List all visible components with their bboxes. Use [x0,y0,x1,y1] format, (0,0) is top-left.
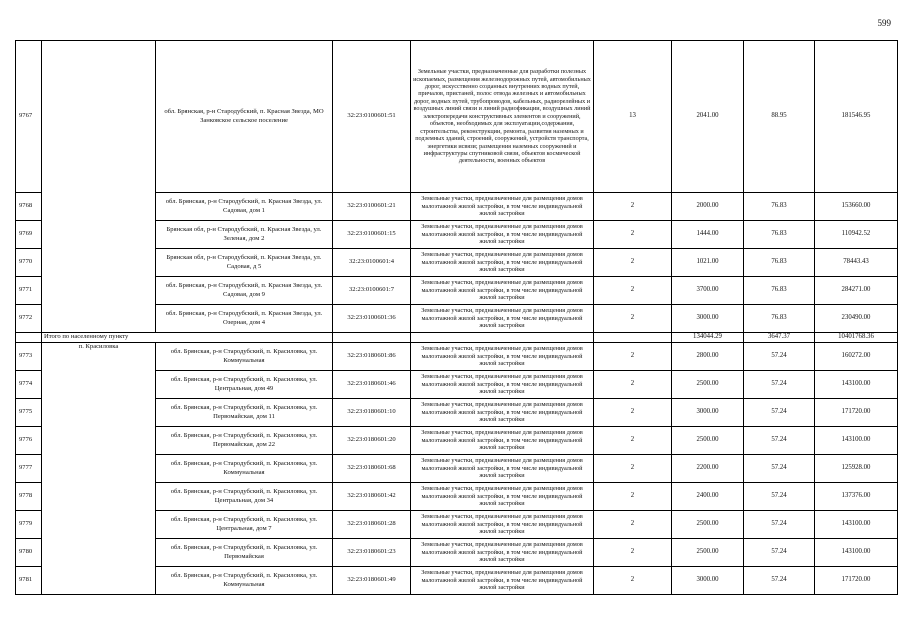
purpose-code: 2 [594,249,672,277]
cadastral-number: 32:23:0180601:20 [333,427,411,455]
address-cell: обл. Брянская, р-н Стародубский, п. Красная Звезда, МО Занковское сельское поселение [156,41,333,193]
land-purpose: Земельные участки, предназначенные для размещения домов малоэтажной жилой застройки, в том числе индивидуальной жилой застройки [411,483,594,511]
row-number: 9772 [16,305,42,333]
table-total-section [16,333,898,343]
row-number: 9780 [16,539,42,567]
cadastral-number: 32:23:0100601:15 [333,221,411,249]
area-value: 2400.00 [672,483,744,511]
land-purpose: Земельные участки, предназначенные для размещения домов малоэтажной жилой застройки, в том числе индивидуальной жилой застройки [411,371,594,399]
purpose-code: 2 [594,483,672,511]
rate-value: 57.24 [744,455,815,483]
row-number: 9770 [16,249,42,277]
area-value: 1444.00 [672,221,744,249]
cadastral-value: 125928.00 [815,455,898,483]
cadastral-number: 32:23:0180601:46 [333,371,411,399]
address-cell: обл. Брянская, р-н Стародубский, п. Красиловка, ул. Первомайская, дом 22 [156,427,333,455]
row-number: 9776 [16,427,42,455]
area-value: 2000.00 [672,193,744,221]
cadastral-value: 171720.00 [815,399,898,427]
address-cell: обл. Брянская, р-н Стародубский, п. Красиловка, ул. Первомайская [156,539,333,567]
land-purpose: Земельные участки, предназначенные для размещения домов малоэтажной жилой застройки, в том числе индивидуальной жилой застройки [411,539,594,567]
land-purpose: Земельные участки, предназначенные для размещения домов малоэтажной жилой застройки, в том числе индивидуальной жилой застройки [411,343,594,371]
land-purpose: Земельные участки, предназначенные для размещения домов малоэтажной жилой застройки, в том числе индивидуальной жилой застройки [411,455,594,483]
rate-value: 76.83 [744,221,815,249]
rate-value: 57.24 [744,399,815,427]
address-cell: обл. Брянская, р-н Стародубский, п. Красиловка, ул. Коммунальная [156,343,333,371]
rate-value: 57.24 [744,371,815,399]
cadastral-value: 171720.00 [815,567,898,595]
area-value: 3000.00 [672,399,744,427]
area-value: 2500.00 [672,539,744,567]
cadastral-number: 32:23:0100601:21 [333,193,411,221]
total-label: Итого по населенному пункту [42,333,333,343]
area-value: 3700.00 [672,277,744,305]
land-purpose: Земельные участки, предназначенные для размещения домов малоэтажной жилой застройки, в том числе индивидуальной жилой застройки [411,511,594,539]
area-value: 2800.00 [672,343,744,371]
cadastral-value: 143100.00 [815,427,898,455]
area-value: 2500.00 [672,511,744,539]
land-purpose: Земельные участки, предназначенные для разработки полезных ископаемых, размещения железнодорожных путей, автомобильных дорог, искусственно созданных внутренних водных путей, причалов, пристаней, полос отвода железных и автомобильных дорог, водных путей, трубопроводов, кабельных, радиорелейных и воздушных линий связи и линий радиофикации, воздушных линий электропередачи конструктивных элементов и сооружений, объектов, необходимых для эксплуатации,содержания, строительства, реконструкции, ремонта, развития наземных и подземных зданий, строений, сооружений, устройств транспорта, энергетики исвязи; размещения наземных сооружений и инфраструктуры спутниковой связи, объектов космической деятельности, военных объектов [411,41,594,193]
table-body-locality-2 [16,343,898,595]
address-cell: обл. Брянская, р-н Стародубский, п. Красиловка, ул. Центральная, дом 49 [156,371,333,399]
cadastral-number: 32:23:0100601:7 [333,277,411,305]
cadastral-value: 153660.00 [815,193,898,221]
land-purpose: Земельные участки, предназначенные для размещения домов малоэтажной жилой застройки, в том числе индивидуальной жилой застройки [411,221,594,249]
cadastral-number: 32:23:0100601:36 [333,305,411,333]
cadastral-number: 32:23:0180601:68 [333,455,411,483]
cadastral-number: 32:23:0100601:51 [333,41,411,193]
address-cell: обл. Брянская, р-н Стародубский, п. Красиловка, ул. Центральная, дом 7 [156,511,333,539]
cadastral-number: 32:23:0180601:28 [333,511,411,539]
rate-value: 57.24 [744,427,815,455]
cadastral-number: 32:23:0180601:10 [333,399,411,427]
rate-value: 57.24 [744,539,815,567]
table-row [16,41,898,193]
purpose-code: 2 [594,567,672,595]
purpose-code: 2 [594,221,672,249]
table-row [16,343,898,371]
row-number: 9769 [16,221,42,249]
land-purpose: Земельные участки, предназначенные для размещения домов малоэтажной жилой застройки, в том числе индивидуальной жилой застройки [411,277,594,305]
row-number: 9777 [16,455,42,483]
row-number: 9774 [16,371,42,399]
land-purpose: Земельные участки, предназначенные для размещения домов малоэтажной жилой застройки, в том числе индивидуальной жилой застройки [411,567,594,595]
address-cell: обл. Брянская, р-н Стародубский, п. Красиловка, ул. Центральная, дом 34 [156,483,333,511]
cadastral-number: 32:23:0180601:23 [333,539,411,567]
rate-value: 57.24 [744,567,815,595]
total-value: 10401768.36 [815,333,898,343]
row-number: 9781 [16,567,42,595]
land-purpose: Земельные участки, предназначенные для размещения домов малоэтажной жилой застройки, в том числе индивидуальной жилой застройки [411,305,594,333]
total-area: 134044.29 [672,333,744,343]
area-value: 2200.00 [672,455,744,483]
address-cell: обл. Брянская, р-н Стародубский, п. Красная Звезда, ул. Садовая, дом 1 [156,193,333,221]
address-cell: обл. Брянская, р-н Стародубский, п. Красиловка, ул. Коммунальная [156,567,333,595]
row-number: 9775 [16,399,42,427]
address-cell: обл. Брянская, р-н Стародубский, п. Красиловка, ул. Первомайская, дом 11 [156,399,333,427]
rate-value: 76.83 [744,193,815,221]
page-number: 599 [877,18,891,28]
cadastral-number: 32:23:0100601:4 [333,249,411,277]
area-value: 2041.00 [672,41,744,193]
land-purpose: Земельные участки, предназначенные для размещения домов малоэтажной жилой застройки, в том числе индивидуальной жилой застройки [411,427,594,455]
purpose-code: 13 [594,41,672,193]
row-number: 9779 [16,511,42,539]
rate-value: 88.95 [744,41,815,193]
purpose-code: 2 [594,427,672,455]
locality-cell [42,41,156,333]
address-cell: Брянская обл, р-н Стародубский, п. Красная Звезда, ул. Зеленая, дом 2 [156,221,333,249]
rate-value: 76.83 [744,249,815,277]
area-value: 2500.00 [672,371,744,399]
purpose-code: 2 [594,343,672,371]
cadastral-number: 32:23:0180601:86 [333,343,411,371]
purpose-code: 2 [594,277,672,305]
rate-value: 57.24 [744,343,815,371]
purpose-code: 2 [594,539,672,567]
cadastral-value: 143100.00 [815,371,898,399]
address-cell: обл. Брянская, р-н Стародубский, п. Красная Звезда, ул. Озерная, дом 4 [156,305,333,333]
purpose-code: 2 [594,455,672,483]
cadastral-value: 230490.00 [815,305,898,333]
cadastral-value: 284271.00 [815,277,898,305]
rate-value: 76.83 [744,277,815,305]
purpose-code: 2 [594,511,672,539]
cadastral-value: 110942.52 [815,221,898,249]
total-row [16,333,898,343]
land-purpose: Земельные участки, предназначенные для размещения домов малоэтажной жилой застройки, в том числе индивидуальной жилой застройки [411,399,594,427]
cadastral-value: 137376.00 [815,483,898,511]
rate-value: 57.24 [744,483,815,511]
total-rate: 3647.37 [744,333,815,343]
purpose-code: 2 [594,193,672,221]
row-number: 9778 [16,483,42,511]
row-number: 9773 [16,343,42,371]
row-number: 9771 [16,277,42,305]
purpose-code: 2 [594,399,672,427]
address-cell: Брянская обл, р-н Стародубский, п. Красная Звезда, ул. Садовая, д 5 [156,249,333,277]
rate-value: 76.83 [744,305,815,333]
area-value: 1021.00 [672,249,744,277]
cadastral-value: 143100.00 [815,539,898,567]
purpose-code: 2 [594,305,672,333]
cadastral-number: 32:23:0180601:49 [333,567,411,595]
purpose-code: 2 [594,371,672,399]
locality-cell: п. Красиловка [42,343,156,595]
area-value: 2500.00 [672,427,744,455]
address-cell: обл. Брянская, р-н Стародубский, п. Красная Звезда, ул. Садовая, дом 9 [156,277,333,305]
land-purpose: Земельные участки, предназначенные для размещения домов малоэтажной жилой застройки, в том числе индивидуальной жилой застройки [411,193,594,221]
row-number: 9767 [16,41,42,193]
cadastral-value: 160272.00 [815,343,898,371]
rate-value: 57.24 [744,511,815,539]
land-register-table [15,40,898,595]
area-value: 3000.00 [672,567,744,595]
row-number: 9768 [16,193,42,221]
cadastral-number: 32:23:0180601:42 [333,483,411,511]
cadastral-value: 78443.43 [815,249,898,277]
table-body-locality-1 [16,41,898,333]
area-value: 3000.00 [672,305,744,333]
cadastral-value: 181546.95 [815,41,898,193]
address-cell: обл. Брянская, р-н Стародубский, п. Красиловка, ул. Коммунальная [156,455,333,483]
land-purpose: Земельные участки, предназначенные для размещения домов малоэтажной жилой застройки, в том числе индивидуальной жилой застройки [411,249,594,277]
cadastral-value: 143100.00 [815,511,898,539]
